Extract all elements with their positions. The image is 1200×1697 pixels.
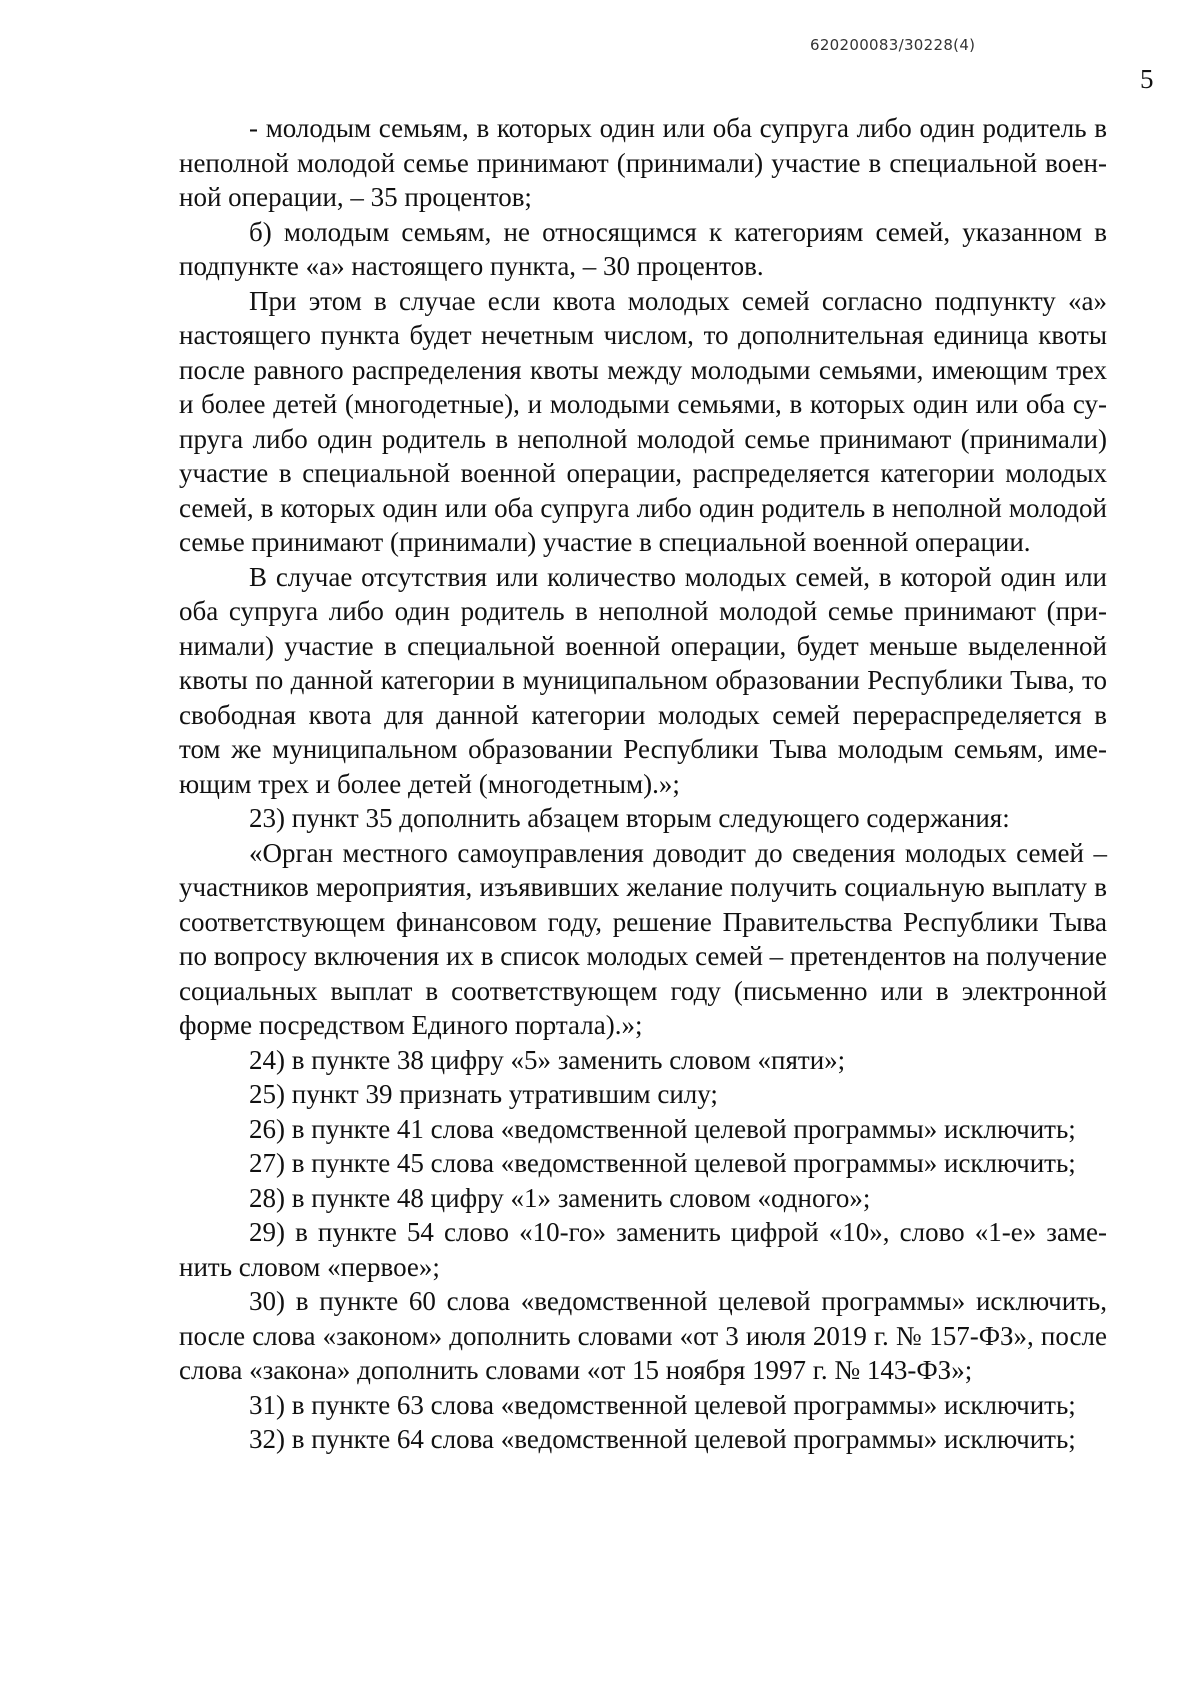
paragraph-odd-quota: При этом в случае если квота молодых семей согласно подпункту «а» настоящего пункта будет нечетным числом, то дополнительная единица квоты после равного распределения квоты между молодыми семьями, имеющим трех и более детей (многодетные), и молодыми семьями, в которых один или оба супруга либо один родитель в неполной молодой семье принимают (принимали) участие в специальной военной операции, распределяется категории молодых семей, в которых один или оба супруга либо один родитель в неполной молодой семье принимают (принимали) участие в специальной военной операции. (179, 285, 1107, 557)
amendment-item-32: 32) в пункте 64 слова «ведомственной целевой программы» исключить; (249, 1424, 1076, 1454)
amendment-item-24: 24) в пункте 38 цифру «5» заменить словом «пяти»; (249, 1044, 846, 1075)
paragraph-young-families-svo: - молодым семьям, в которых один или оба супруга либо один родитель в неполной молодой семье принимают (принимали) участие в специальной военной операции, – 35 процентов; (179, 113, 1107, 212)
document-body (179, 111, 1107, 1457)
paragraph-local-government-notice: «Орган местного самоуправления доводит до сведения молодых семей – участников мероприятия, изъявивших желание получить социальную выплату в соответствующем финансовом году, решение Правительства Республики Тыва по вопросу включения их в список молодых семей – претендентов на получение социальных выплат в соответствующем году (письменно или в электронной форме посредством Единого портала).»; (179, 837, 1107, 1040)
amendment-item-31: 31) в пункте 63 слова «ведомственной целевой программы» исключить; (249, 1389, 1076, 1420)
amendment-item-25: 25) пункт 39 признать утратившим силу; (249, 1079, 718, 1109)
amendment-item-28: 28) в пункте 48 цифру «1» заменить словом «одного»; (249, 1182, 871, 1213)
document-code: 620200083/30228(4) (810, 36, 976, 54)
amendment-item-29: 29) в пункте 54 слово «10-го» заменить цифрой «10», слово «1-е» заменить словом «первое»; (179, 1217, 1107, 1282)
page-number: 5 (1140, 64, 1154, 94)
amendment-item-23: 23) пункт 35 дополнить абзацем вторым следующего содержания: (249, 803, 1010, 833)
amendment-item-30: 30) в пункте 60 слова «ведомственной целевой программы» исключить, после слова «законом» дополнить словами «от 3 июля 2019 г. № 157-ФЗ», после слова «закона» дополнить словами «от 15 ноября 1997 г. № 143-ФЗ»; (179, 1286, 1107, 1385)
paragraph-b-other-families: б) молодым семьям, не относящимся к категориям семей, указанном в подпункте «а» настоящего пункта, – 30 процентов. (179, 216, 1107, 281)
paragraph-quota-redistribution: В случае отсутствия или количество молодых семей, в которой один или оба супруга либо один родитель в неполной молодой семье принимают (принимали) участие в специальной военной операции, будет меньше выделенной квоты по данной категории в муниципальном образовании Республики Тыва, то свободная квота для данной категории молодых семей перераспределяется в том же муниципальном образовании Республики Тыва молодым семьям, имеющим трех и более детей (многодетным).»; (179, 561, 1107, 799)
amendment-item-26: 26) в пункте 41 слова «ведомственной целевой программы» исключить; (249, 1113, 1076, 1144)
amendment-item-27: 27) в пункте 45 слова «ведомственной целевой программы» исключить; (249, 1148, 1076, 1178)
